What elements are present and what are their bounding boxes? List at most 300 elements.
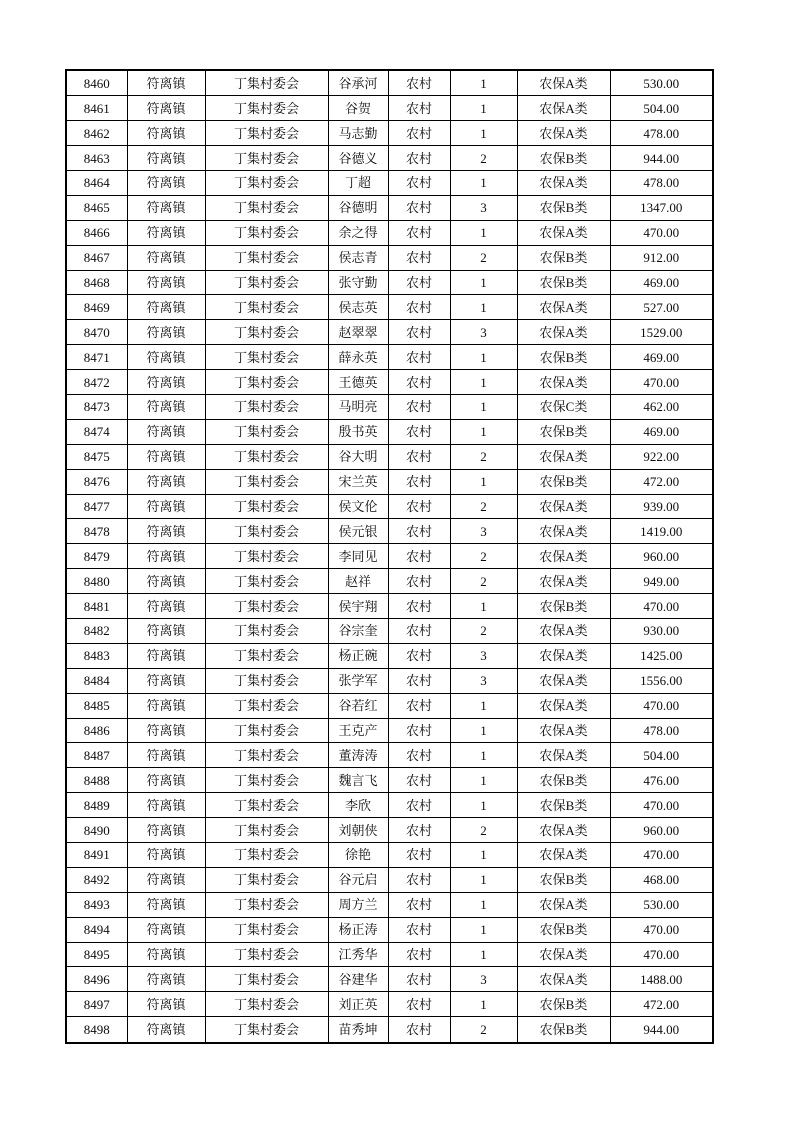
table-row — [66, 245, 713, 270]
cell-amount: 960.00 — [610, 544, 713, 569]
cell-amount: 1425.00 — [610, 643, 713, 668]
cell-town: 符离镇 — [127, 668, 205, 693]
cell-insurance-category: 农保A类 — [517, 967, 610, 992]
cell-village-committee: 丁集村委会 — [205, 345, 328, 370]
table-row — [66, 967, 713, 992]
cell-person-count: 1 — [450, 70, 517, 96]
cell-town: 符离镇 — [127, 992, 205, 1017]
cell-person-name: 周方兰 — [328, 892, 388, 917]
cell-person-count: 3 — [450, 195, 517, 220]
table-row — [66, 743, 713, 768]
cell-village-committee: 丁集村委会 — [205, 195, 328, 220]
cell-village-committee: 丁集村委会 — [205, 245, 328, 270]
cell-record-id: 8490 — [66, 818, 127, 843]
cell-residence-type: 农村 — [388, 519, 450, 544]
cell-insurance-category: 农保A类 — [517, 668, 610, 693]
cell-person-count: 1 — [450, 718, 517, 743]
cell-person-name: 魏言飞 — [328, 768, 388, 793]
cell-amount: 470.00 — [610, 220, 713, 245]
cell-village-committee: 丁集村委会 — [205, 967, 328, 992]
cell-village-committee: 丁集村委会 — [205, 494, 328, 519]
cell-residence-type: 农村 — [388, 768, 450, 793]
cell-person-count: 2 — [450, 818, 517, 843]
cell-town: 符离镇 — [127, 394, 205, 419]
cell-residence-type: 农村 — [388, 270, 450, 295]
cell-insurance-category: 农保C类 — [517, 394, 610, 419]
cell-village-committee: 丁集村委会 — [205, 743, 328, 768]
cell-person-count: 1 — [450, 96, 517, 121]
cell-person-count: 3 — [450, 967, 517, 992]
cell-insurance-category: 农保B类 — [517, 345, 610, 370]
table-row — [66, 320, 713, 345]
cell-town: 符离镇 — [127, 693, 205, 718]
cell-person-name: 徐艳 — [328, 843, 388, 868]
cell-residence-type: 农村 — [388, 793, 450, 818]
cell-insurance-category: 农保A类 — [517, 569, 610, 594]
cell-insurance-category: 农保B类 — [517, 793, 610, 818]
cell-town: 符离镇 — [127, 345, 205, 370]
cell-village-committee: 丁集村委会 — [205, 917, 328, 942]
cell-village-committee: 丁集村委会 — [205, 992, 328, 1017]
cell-record-id: 8474 — [66, 419, 127, 444]
cell-residence-type: 农村 — [388, 992, 450, 1017]
table-row — [66, 618, 713, 643]
cell-record-id: 8491 — [66, 843, 127, 868]
table-row — [66, 942, 713, 967]
cell-record-id: 8484 — [66, 668, 127, 693]
cell-town: 符离镇 — [127, 843, 205, 868]
cell-record-id: 8475 — [66, 444, 127, 469]
cell-insurance-category: 农保A类 — [517, 494, 610, 519]
cell-person-count: 1 — [450, 220, 517, 245]
cell-insurance-category: 农保B类 — [517, 245, 610, 270]
cell-person-count: 1 — [450, 270, 517, 295]
cell-record-id: 8467 — [66, 245, 127, 270]
cell-record-id: 8473 — [66, 394, 127, 419]
cell-person-name: 谷若红 — [328, 693, 388, 718]
cell-town: 符离镇 — [127, 121, 205, 146]
cell-insurance-category: 农保A类 — [517, 693, 610, 718]
table-row — [66, 892, 713, 917]
cell-insurance-category: 农保B类 — [517, 768, 610, 793]
table-row — [66, 345, 713, 370]
cell-person-name: 宋兰英 — [328, 469, 388, 494]
cell-amount: 470.00 — [610, 793, 713, 818]
cell-village-committee: 丁集村委会 — [205, 121, 328, 146]
cell-person-count: 1 — [450, 394, 517, 419]
table-row — [66, 195, 713, 220]
cell-insurance-category: 农保A类 — [517, 942, 610, 967]
table-row — [66, 170, 713, 195]
cell-village-committee: 丁集村委会 — [205, 544, 328, 569]
cell-residence-type: 农村 — [388, 96, 450, 121]
cell-person-count: 2 — [450, 494, 517, 519]
cell-amount: 470.00 — [610, 693, 713, 718]
cell-insurance-category: 农保A类 — [517, 743, 610, 768]
cell-person-count: 1 — [450, 768, 517, 793]
cell-residence-type: 农村 — [388, 370, 450, 395]
cell-village-committee: 丁集村委会 — [205, 1017, 328, 1043]
cell-amount: 478.00 — [610, 121, 713, 146]
cell-person-name: 李同见 — [328, 544, 388, 569]
cell-insurance-category: 农保A类 — [517, 121, 610, 146]
cell-record-id: 8494 — [66, 917, 127, 942]
cell-record-id: 8483 — [66, 643, 127, 668]
cell-village-committee: 丁集村委会 — [205, 70, 328, 96]
cell-record-id: 8492 — [66, 867, 127, 892]
cell-amount: 470.00 — [610, 843, 713, 868]
cell-person-name: 谷建华 — [328, 967, 388, 992]
cell-person-name: 谷大明 — [328, 444, 388, 469]
cell-person-count: 2 — [450, 569, 517, 594]
cell-record-id: 8468 — [66, 270, 127, 295]
cell-person-name: 殷书英 — [328, 419, 388, 444]
table-row — [66, 643, 713, 668]
cell-amount: 530.00 — [610, 892, 713, 917]
cell-village-committee: 丁集村委会 — [205, 419, 328, 444]
cell-person-name: 侯志英 — [328, 295, 388, 320]
table-row — [66, 843, 713, 868]
cell-amount: 527.00 — [610, 295, 713, 320]
cell-person-count: 2 — [450, 146, 517, 171]
cell-person-count: 1 — [450, 917, 517, 942]
table-row — [66, 494, 713, 519]
cell-town: 符离镇 — [127, 594, 205, 619]
cell-record-id: 8460 — [66, 70, 127, 96]
cell-village-committee: 丁集村委会 — [205, 270, 328, 295]
cell-town: 符离镇 — [127, 867, 205, 892]
cell-residence-type: 农村 — [388, 121, 450, 146]
cell-amount: 468.00 — [610, 867, 713, 892]
cell-record-id: 8478 — [66, 519, 127, 544]
cell-residence-type: 农村 — [388, 70, 450, 96]
cell-insurance-category: 农保A类 — [517, 544, 610, 569]
cell-residence-type: 农村 — [388, 220, 450, 245]
cell-record-id: 8481 — [66, 594, 127, 619]
cell-person-name: 侯志青 — [328, 245, 388, 270]
cell-amount: 1347.00 — [610, 195, 713, 220]
cell-person-name: 丁超 — [328, 170, 388, 195]
cell-insurance-category: 农保B类 — [517, 992, 610, 1017]
cell-person-count: 1 — [450, 170, 517, 195]
cell-record-id: 8464 — [66, 170, 127, 195]
cell-insurance-category: 农保A类 — [517, 843, 610, 868]
cell-town: 符离镇 — [127, 320, 205, 345]
cell-amount: 944.00 — [610, 146, 713, 171]
cell-residence-type: 农村 — [388, 892, 450, 917]
cell-person-count: 3 — [450, 668, 517, 693]
cell-village-committee: 丁集村委会 — [205, 96, 328, 121]
cell-village-committee: 丁集村委会 — [205, 394, 328, 419]
cell-residence-type: 农村 — [388, 668, 450, 693]
cell-amount: 1419.00 — [610, 519, 713, 544]
cell-town: 符离镇 — [127, 942, 205, 967]
cell-insurance-category: 农保A类 — [517, 295, 610, 320]
cell-record-id: 8463 — [66, 146, 127, 171]
cell-village-committee: 丁集村委会 — [205, 942, 328, 967]
cell-person-name: 苗秀坤 — [328, 1017, 388, 1043]
cell-record-id: 8488 — [66, 768, 127, 793]
cell-village-committee: 丁集村委会 — [205, 444, 328, 469]
cell-town: 符离镇 — [127, 768, 205, 793]
cell-insurance-category: 农保B类 — [517, 195, 610, 220]
cell-person-count: 1 — [450, 743, 517, 768]
cell-insurance-category: 农保B类 — [517, 867, 610, 892]
table-row — [66, 370, 713, 395]
table-row — [66, 668, 713, 693]
cell-person-count: 1 — [450, 892, 517, 917]
cell-person-name: 王德英 — [328, 370, 388, 395]
cell-amount: 922.00 — [610, 444, 713, 469]
cell-town: 符离镇 — [127, 170, 205, 195]
cell-person-name: 刘朝侠 — [328, 818, 388, 843]
cell-residence-type: 农村 — [388, 843, 450, 868]
cell-village-committee: 丁集村委会 — [205, 295, 328, 320]
cell-residence-type: 农村 — [388, 743, 450, 768]
cell-residence-type: 农村 — [388, 867, 450, 892]
cell-insurance-category: 农保B类 — [517, 469, 610, 494]
cell-town: 符离镇 — [127, 892, 205, 917]
table-row — [66, 146, 713, 171]
cell-town: 符离镇 — [127, 146, 205, 171]
cell-town: 符离镇 — [127, 270, 205, 295]
cell-amount: 912.00 — [610, 245, 713, 270]
cell-insurance-category: 农保A类 — [517, 370, 610, 395]
table-row — [66, 569, 713, 594]
cell-record-id: 8486 — [66, 718, 127, 743]
cell-person-name: 马志勤 — [328, 121, 388, 146]
cell-record-id: 8477 — [66, 494, 127, 519]
cell-record-id: 8471 — [66, 345, 127, 370]
cell-amount: 1529.00 — [610, 320, 713, 345]
cell-village-committee: 丁集村委会 — [205, 618, 328, 643]
cell-insurance-category: 农保A类 — [517, 170, 610, 195]
cell-amount: 1556.00 — [610, 668, 713, 693]
cell-village-committee: 丁集村委会 — [205, 768, 328, 793]
cell-person-name: 马明亮 — [328, 394, 388, 419]
table-row — [66, 818, 713, 843]
cell-person-count: 2 — [450, 444, 517, 469]
cell-town: 符离镇 — [127, 245, 205, 270]
cell-person-count: 1 — [450, 867, 517, 892]
table-row — [66, 96, 713, 121]
cell-amount: 478.00 — [610, 170, 713, 195]
cell-residence-type: 农村 — [388, 818, 450, 843]
table-row — [66, 544, 713, 569]
cell-town: 符离镇 — [127, 195, 205, 220]
cell-village-committee: 丁集村委会 — [205, 320, 328, 345]
table-row — [66, 220, 713, 245]
cell-town: 符离镇 — [127, 96, 205, 121]
cell-residence-type: 农村 — [388, 170, 450, 195]
cell-town: 符离镇 — [127, 818, 205, 843]
cell-insurance-category: 农保A类 — [517, 96, 610, 121]
table-row — [66, 295, 713, 320]
cell-insurance-category: 农保A类 — [517, 718, 610, 743]
table-row — [66, 768, 713, 793]
cell-record-id: 8497 — [66, 992, 127, 1017]
table-row — [66, 270, 713, 295]
cell-residence-type: 农村 — [388, 245, 450, 270]
cell-village-committee: 丁集村委会 — [205, 594, 328, 619]
cell-record-id: 8469 — [66, 295, 127, 320]
cell-residence-type: 农村 — [388, 394, 450, 419]
cell-person-name: 赵祥 — [328, 569, 388, 594]
cell-record-id: 8498 — [66, 1017, 127, 1043]
table-row — [66, 867, 713, 892]
cell-record-id: 8465 — [66, 195, 127, 220]
table-row — [66, 793, 713, 818]
cell-person-count: 2 — [450, 618, 517, 643]
cell-residence-type: 农村 — [388, 345, 450, 370]
cell-residence-type: 农村 — [388, 320, 450, 345]
cell-person-name: 谷宗奎 — [328, 618, 388, 643]
table-row — [66, 992, 713, 1017]
cell-record-id: 8495 — [66, 942, 127, 967]
cell-residence-type: 农村 — [388, 544, 450, 569]
cell-person-name: 董涛涛 — [328, 743, 388, 768]
cell-record-id: 8485 — [66, 693, 127, 718]
cell-person-count: 1 — [450, 370, 517, 395]
cell-town: 符离镇 — [127, 569, 205, 594]
cell-insurance-category: 农保B类 — [517, 1017, 610, 1043]
cell-person-count: 1 — [450, 793, 517, 818]
cell-person-name: 江秀华 — [328, 942, 388, 967]
cell-person-name: 谷德义 — [328, 146, 388, 171]
cell-person-name: 薛永英 — [328, 345, 388, 370]
cell-record-id: 8480 — [66, 569, 127, 594]
cell-insurance-category: 农保A类 — [517, 643, 610, 668]
cell-person-count: 1 — [450, 942, 517, 967]
cell-town: 符离镇 — [127, 295, 205, 320]
cell-residence-type: 农村 — [388, 469, 450, 494]
cell-amount: 476.00 — [610, 768, 713, 793]
cell-insurance-category: 农保A类 — [517, 220, 610, 245]
cell-residence-type: 农村 — [388, 718, 450, 743]
cell-person-name: 余之得 — [328, 220, 388, 245]
cell-residence-type: 农村 — [388, 195, 450, 220]
cell-person-count: 3 — [450, 320, 517, 345]
cell-insurance-category: 农保A类 — [517, 70, 610, 96]
cell-amount: 960.00 — [610, 818, 713, 843]
table-row — [66, 70, 713, 96]
cell-village-committee: 丁集村委会 — [205, 843, 328, 868]
cell-person-count: 1 — [450, 594, 517, 619]
table-row — [66, 1017, 713, 1043]
benefit-table-body — [66, 70, 713, 1043]
cell-record-id: 8479 — [66, 544, 127, 569]
cell-village-committee: 丁集村委会 — [205, 818, 328, 843]
cell-person-count: 3 — [450, 519, 517, 544]
cell-residence-type: 农村 — [388, 594, 450, 619]
cell-town: 符离镇 — [127, 967, 205, 992]
table-row — [66, 121, 713, 146]
cell-record-id: 8493 — [66, 892, 127, 917]
cell-person-name: 赵翠翠 — [328, 320, 388, 345]
cell-town: 符离镇 — [127, 494, 205, 519]
cell-residence-type: 农村 — [388, 419, 450, 444]
cell-amount: 472.00 — [610, 469, 713, 494]
cell-village-committee: 丁集村委会 — [205, 469, 328, 494]
cell-town: 符离镇 — [127, 618, 205, 643]
cell-person-count: 2 — [450, 544, 517, 569]
cell-person-count: 1 — [450, 469, 517, 494]
cell-amount: 470.00 — [610, 942, 713, 967]
cell-village-committee: 丁集村委会 — [205, 892, 328, 917]
cell-insurance-category: 农保A类 — [517, 818, 610, 843]
cell-person-count: 1 — [450, 693, 517, 718]
table-row — [66, 394, 713, 419]
cell-record-id: 8487 — [66, 743, 127, 768]
cell-town: 符离镇 — [127, 70, 205, 96]
cell-record-id: 8496 — [66, 967, 127, 992]
cell-village-committee: 丁集村委会 — [205, 718, 328, 743]
cell-village-committee: 丁集村委会 — [205, 668, 328, 693]
table-row — [66, 469, 713, 494]
table-row — [66, 519, 713, 544]
cell-town: 符离镇 — [127, 544, 205, 569]
cell-amount: 944.00 — [610, 1017, 713, 1043]
cell-person-name: 侯文伦 — [328, 494, 388, 519]
cell-amount: 469.00 — [610, 270, 713, 295]
cell-town: 符离镇 — [127, 1017, 205, 1043]
cell-residence-type: 农村 — [388, 917, 450, 942]
cell-amount: 1488.00 — [610, 967, 713, 992]
cell-record-id: 8470 — [66, 320, 127, 345]
cell-person-count: 2 — [450, 245, 517, 270]
cell-person-name: 侯宇翔 — [328, 594, 388, 619]
cell-village-committee: 丁集村委会 — [205, 693, 328, 718]
cell-amount: 469.00 — [610, 419, 713, 444]
cell-amount: 469.00 — [610, 345, 713, 370]
cell-person-count: 1 — [450, 843, 517, 868]
cell-village-committee: 丁集村委会 — [205, 220, 328, 245]
cell-person-name: 谷承河 — [328, 70, 388, 96]
cell-person-name: 谷德明 — [328, 195, 388, 220]
cell-town: 符离镇 — [127, 444, 205, 469]
table-row — [66, 444, 713, 469]
cell-person-name: 张守勤 — [328, 270, 388, 295]
cell-insurance-category: 农保B类 — [517, 419, 610, 444]
table-row — [66, 917, 713, 942]
cell-village-committee: 丁集村委会 — [205, 867, 328, 892]
cell-record-id: 8489 — [66, 793, 127, 818]
cell-town: 符离镇 — [127, 370, 205, 395]
cell-residence-type: 农村 — [388, 942, 450, 967]
cell-insurance-category: 农保B类 — [517, 270, 610, 295]
cell-insurance-category: 农保B类 — [517, 917, 610, 942]
table-row — [66, 419, 713, 444]
cell-residence-type: 农村 — [388, 146, 450, 171]
cell-person-name: 刘正英 — [328, 992, 388, 1017]
cell-village-committee: 丁集村委会 — [205, 643, 328, 668]
cell-person-count: 1 — [450, 345, 517, 370]
cell-amount: 478.00 — [610, 718, 713, 743]
cell-amount: 530.00 — [610, 70, 713, 96]
cell-residence-type: 农村 — [388, 444, 450, 469]
cell-person-name: 谷贺 — [328, 96, 388, 121]
cell-insurance-category: 农保A类 — [517, 618, 610, 643]
cell-person-count: 2 — [450, 1017, 517, 1043]
cell-person-count: 3 — [450, 643, 517, 668]
cell-village-committee: 丁集村委会 — [205, 370, 328, 395]
cell-person-count: 1 — [450, 419, 517, 444]
cell-person-name: 侯元银 — [328, 519, 388, 544]
cell-person-name: 王克产 — [328, 718, 388, 743]
cell-town: 符离镇 — [127, 793, 205, 818]
cell-village-committee: 丁集村委会 — [205, 519, 328, 544]
cell-record-id: 8466 — [66, 220, 127, 245]
